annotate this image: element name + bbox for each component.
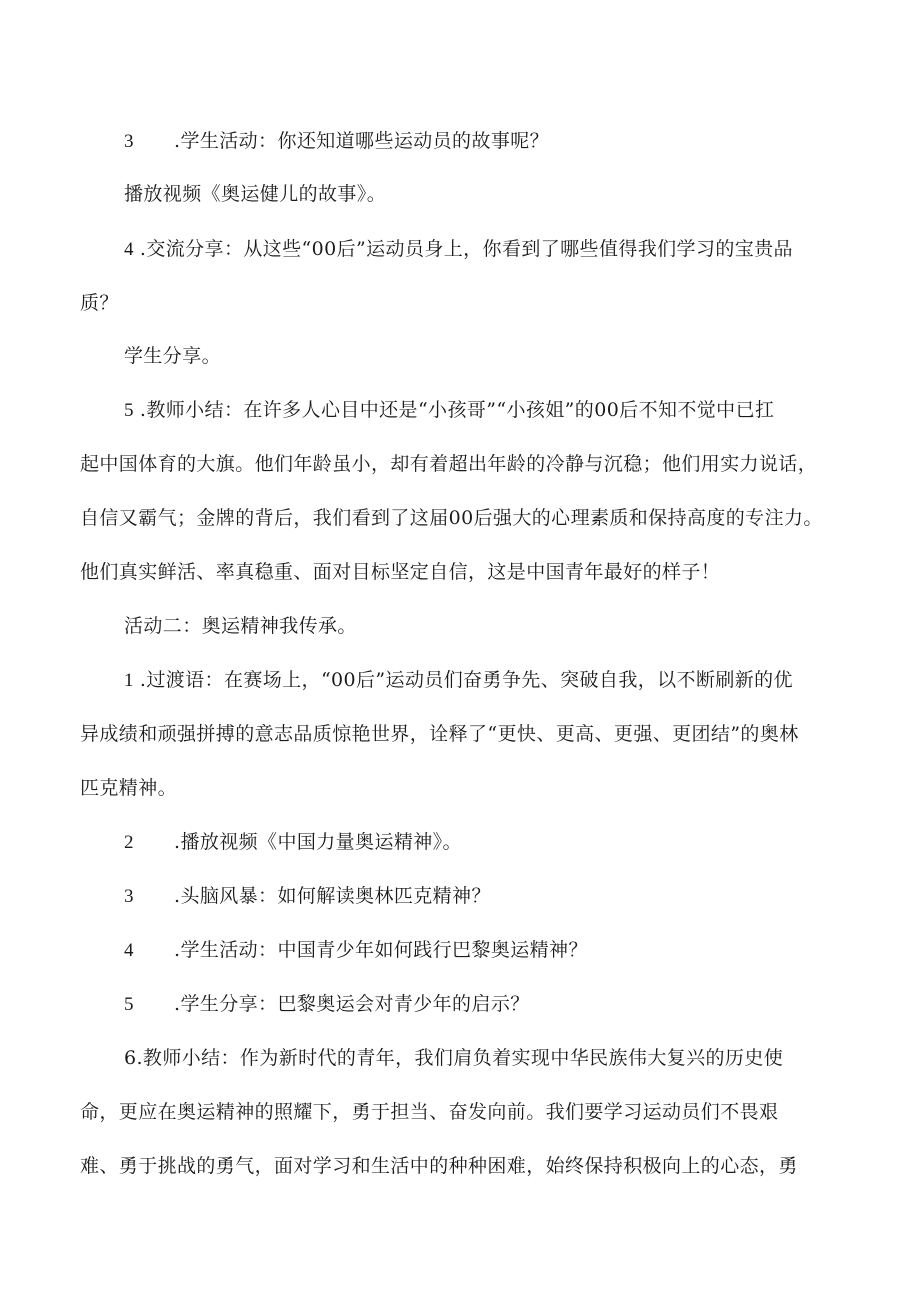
- list-number: 3: [124, 886, 134, 907]
- paragraph-play-video: [124, 182, 386, 206]
- paragraph-teacher-summary: [124, 398, 774, 423]
- list-number: 1: [124, 670, 134, 691]
- paragraph-text: 起中国体育的大旗。他们年龄虽小，却有着超出年龄的冷静与沉稳；他们用实力说话，: [80, 453, 818, 475]
- paragraph-text: 自信又霸气；金牌的背后，我们看到了这届00后强大的心理素质和保持高度的专注力。: [80, 507, 823, 529]
- paragraph-teacher-summary-cont: [80, 452, 817, 476]
- list-number: 4: [124, 239, 134, 260]
- list-number: 5: [124, 400, 134, 421]
- paragraph-text: 6.教师小结：作为新时代的青年，我们肩负着实现中华民族伟大复兴的历史使: [124, 1047, 784, 1069]
- paragraph-teacher-summary-2-cont: [80, 1154, 798, 1178]
- list-number: 4: [124, 940, 134, 961]
- paragraph-text: .教师小结：在许多人心目中还是“小孩哥”“小孩姐”的00后不知不觉中已扛: [139, 399, 775, 421]
- paragraph-transition-cont: [80, 776, 177, 800]
- paragraph-text: .过渡语：在赛场上，“00后”运动员们奋勇争先、突破自我，以不断刷新的优: [139, 669, 793, 691]
- paragraph-teacher-summary-2-cont: [80, 1100, 778, 1124]
- paragraph-transition-cont: [80, 722, 799, 746]
- paragraph-play-video-2: [124, 830, 462, 855]
- paragraph-text: 学生分享。: [124, 345, 222, 367]
- list-number: 2: [124, 832, 134, 853]
- paragraph-text: 异成绩和顽强拼搏的意志品质惊艳世界，诠释了“更快、更高、更强、更团结”的奥林: [80, 723, 799, 745]
- paragraph-teacher-summary-cont: [80, 560, 720, 584]
- paragraph-exchange-share: [124, 237, 793, 262]
- paragraph-text: 难、勇于挑战的勇气，面对学习和生活中的种种困难，始终保持积极向上的心态，勇: [80, 1155, 798, 1177]
- paragraph-text: .交流分享：从这些“00后”运动员身上，你看到了哪些值得我们学习的宝贵品: [139, 238, 793, 260]
- paragraph-teacher-summary-cont: [80, 506, 823, 530]
- paragraph-text: 命，更应在奥运精神的照耀下，勇于担当、奋发向前。我们要学习运动员们不畏艰: [80, 1101, 779, 1123]
- paragraph-student-activity: [124, 129, 549, 154]
- paragraph-text: 活动二：奥运精神我传承。: [124, 615, 357, 637]
- list-number: 5: [124, 994, 134, 1015]
- paragraph-text: .学生活动：中国青少年如何践行巴黎奥运精神？: [174, 939, 588, 961]
- section-heading-activity-two: [124, 614, 357, 638]
- paragraph-student-activity-2: [124, 938, 588, 963]
- paragraph-text: .播放视频《中国力量奥运精神》。: [174, 831, 462, 853]
- paragraph-text: 播放视频《奥运健儿的故事》。: [124, 183, 387, 205]
- paragraph-student-share: [124, 344, 221, 368]
- paragraph-text: .学生活动：你还知道哪些运动员的故事呢？: [174, 130, 550, 152]
- paragraph-text: 质？: [80, 292, 119, 314]
- paragraph-brainstorm: [124, 884, 491, 909]
- paragraph-teacher-summary-2: [124, 1046, 783, 1070]
- paragraph-text: .头脑风暴：如何解读奥林匹克精神？: [174, 885, 491, 907]
- list-number: 3: [124, 131, 134, 152]
- paragraph-text: 他们真实鲜活、率真稳重、面对目标坚定自信，这是中国青年最好的样子！: [80, 561, 721, 583]
- paragraph-exchange-share-cont: [80, 291, 119, 315]
- paragraph-text: .学生分享：巴黎奥运会对青少年的启示？: [174, 993, 530, 1015]
- paragraph-student-share-2: [124, 992, 530, 1017]
- paragraph-text: 匹克精神。: [80, 777, 178, 799]
- paragraph-transition: [124, 668, 793, 693]
